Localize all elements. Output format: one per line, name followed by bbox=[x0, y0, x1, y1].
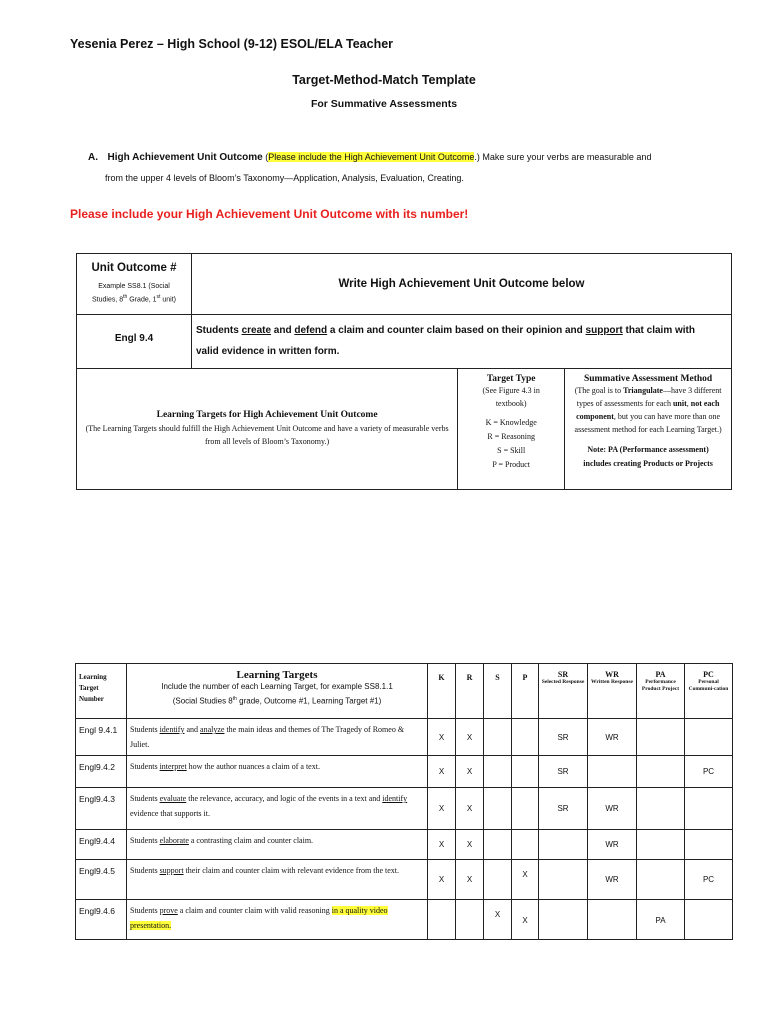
target-number: Engl9.4.5 bbox=[76, 860, 127, 900]
section-a-instructions bbox=[88, 147, 728, 188]
learning-targets-subtitle: Include the number of each Learning Target, for example SS8.1.1 (Social Studies 8th grade, Outcome #1, Learning Target #1) bbox=[161, 682, 393, 706]
r-header: R bbox=[456, 664, 484, 719]
target-description: Students identify and analyze the main ideas and themes of The Tragedy of Romeo & Juliet. bbox=[127, 719, 428, 756]
highlighted-instruction: Please include the High Achievement Unit Outcome bbox=[268, 152, 475, 162]
pa-mark bbox=[637, 830, 685, 860]
learning-targets-table bbox=[75, 663, 733, 940]
target-number: Engl9.4.6 bbox=[76, 900, 127, 940]
k-mark: X bbox=[428, 788, 456, 830]
type-method-subtable bbox=[458, 369, 731, 489]
wr-mark: WR bbox=[588, 830, 637, 860]
write-outcome-header: Write High Achievement Unit Outcome below bbox=[338, 278, 585, 290]
p-mark bbox=[512, 719, 539, 756]
outcome-text: Students create and defend a claim and counter claim based on their opinion and support that claim with valid evidence in written form. bbox=[196, 325, 695, 357]
table-row bbox=[76, 830, 733, 860]
target-description: Students interpret how the author nuances a claim of a text. bbox=[127, 756, 428, 788]
r-mark: X bbox=[456, 788, 484, 830]
outcome-text-cell[interactable] bbox=[192, 315, 732, 369]
target-description: Students elaborate a contrasting claim and counter claim. bbox=[127, 830, 428, 860]
k-mark: X bbox=[428, 756, 456, 788]
wr-mark: WR bbox=[588, 860, 637, 900]
pc-mark bbox=[685, 719, 733, 756]
pa-mark bbox=[637, 788, 685, 830]
sr-mark bbox=[539, 900, 588, 940]
target-number: Engl9.4.3 bbox=[76, 788, 127, 830]
red-reminder-note: Please include your High Achievement Unit Outcome with its number! bbox=[70, 207, 469, 221]
number-header: Learning Target Number bbox=[76, 664, 127, 719]
pc-header: PC Personal Communi-cation bbox=[685, 664, 733, 719]
pc-mark: PC bbox=[685, 756, 733, 788]
unit-outcome-header: Unit Outcome # bbox=[91, 262, 177, 274]
k-mark bbox=[428, 900, 456, 940]
table-row bbox=[76, 860, 733, 900]
unit-outcome-header-cell bbox=[77, 254, 192, 315]
k-mark: X bbox=[428, 719, 456, 756]
r-mark: X bbox=[456, 719, 484, 756]
wr-mark: WR bbox=[588, 788, 637, 830]
table-row bbox=[76, 719, 733, 756]
instruction-line2: from the upper 4 levels of Bloom’s Taxonomy—Application, Analysis, Evaluation, Creating. bbox=[105, 173, 464, 183]
sr-mark: SR bbox=[539, 756, 588, 788]
target-type-heading: Target Type bbox=[486, 374, 536, 384]
write-outcome-header-cell bbox=[192, 254, 732, 315]
wr-mark bbox=[588, 900, 637, 940]
k-mark: X bbox=[428, 830, 456, 860]
learning-targets-heading-cell bbox=[77, 369, 458, 490]
pa-mark: PA bbox=[637, 900, 685, 940]
k-header: K bbox=[428, 664, 456, 719]
sr-mark bbox=[539, 830, 588, 860]
pa-mark bbox=[637, 719, 685, 756]
pa-mark bbox=[637, 756, 685, 788]
target-description: Students evaluate the relevance, accuracy, and logic of the events in a text and identify evidence that supports it. bbox=[127, 788, 428, 830]
target-description: Students support their claim and counter claim with relevant evidence from the text. bbox=[127, 860, 428, 900]
document-title: Target-Method-Match Template bbox=[292, 73, 476, 87]
unit-outcome-table bbox=[76, 253, 732, 490]
type-method-cell bbox=[458, 369, 732, 490]
p-mark bbox=[512, 788, 539, 830]
r-mark bbox=[456, 900, 484, 940]
s-mark: X bbox=[484, 900, 512, 940]
pc-mark bbox=[685, 788, 733, 830]
document-subtitle: For Summative Assessments bbox=[310, 98, 458, 110]
author-header: Yesenia Perez – High School (9-12) ESOL/ELA Teacher bbox=[70, 37, 394, 51]
target-number: Engl 9.4.1 bbox=[76, 719, 127, 756]
paren-close: .) bbox=[474, 152, 480, 162]
pa-mark bbox=[637, 860, 685, 900]
r-mark: X bbox=[456, 860, 484, 900]
r-mark: X bbox=[456, 830, 484, 860]
learning-targets-header bbox=[127, 664, 428, 719]
k-mark: X bbox=[428, 860, 456, 900]
learning-targets-heading: Learning Targets for High Achievement Unit Outcome bbox=[156, 410, 378, 420]
p-mark bbox=[512, 830, 539, 860]
assessment-method-cell bbox=[565, 369, 731, 489]
table-row bbox=[76, 788, 733, 830]
s-mark bbox=[484, 756, 512, 788]
p-mark: X bbox=[512, 860, 539, 900]
sr-mark bbox=[539, 860, 588, 900]
target-number: Engl9.4.4 bbox=[76, 830, 127, 860]
target-number: Engl9.4.2 bbox=[76, 756, 127, 788]
pa-header: PA Performance Product Project bbox=[637, 664, 685, 719]
sr-mark: SR bbox=[539, 719, 588, 756]
sr-header: SR Selected Response bbox=[539, 664, 588, 719]
section-heading: High Achievement Unit Outcome bbox=[107, 152, 263, 163]
section-label: A. bbox=[88, 152, 98, 163]
target-type-cell bbox=[458, 369, 565, 489]
wr-header: WR Written Response bbox=[588, 664, 637, 719]
unit-code: Engl 9.4 bbox=[114, 333, 154, 344]
wr-mark: WR bbox=[588, 719, 637, 756]
p-mark: X bbox=[512, 900, 539, 940]
pc-mark bbox=[685, 830, 733, 860]
p-header: P bbox=[512, 664, 539, 719]
s-header: S bbox=[484, 664, 512, 719]
learning-targets-title: Learning Targets bbox=[236, 669, 318, 681]
s-mark bbox=[484, 719, 512, 756]
sr-mark: SR bbox=[539, 788, 588, 830]
pc-mark bbox=[685, 900, 733, 940]
unit-code-cell bbox=[77, 315, 192, 369]
r-mark: X bbox=[456, 756, 484, 788]
learning-targets-note: (The Learning Targets should fulfill the High Achievement Unit Outcome and have a variety of measurable verbs from all levels of Bloom’s Taxonomy.) bbox=[85, 424, 449, 446]
pa-note: Note: PA (Performance assessment) includes creating Products or Projects bbox=[583, 445, 713, 468]
assessment-method-note: (The goal is to Triangulate—have 3 different types of assessments for each unit, not each component, but you can have more than one assessment method for each Learning Target.) bbox=[574, 386, 722, 434]
s-mark bbox=[484, 788, 512, 830]
table-row bbox=[76, 756, 733, 788]
paren-open: ( bbox=[262, 152, 269, 162]
p-mark bbox=[512, 756, 539, 788]
table-row bbox=[76, 900, 733, 940]
unit-outcome-example: Example SS8.1 (Social Studies, 8th Grade, 1st unit) bbox=[92, 283, 176, 304]
s-mark bbox=[484, 860, 512, 900]
target-type-note: (See Figure 4.3 in textbook) bbox=[482, 386, 540, 408]
pc-mark: PC bbox=[685, 860, 733, 900]
target-description: Students prove a claim and counter claim with valid reasoning in a quality video presentation. bbox=[127, 900, 428, 940]
assessment-method-heading: Summative Assessment Method bbox=[583, 374, 713, 384]
s-mark bbox=[484, 830, 512, 860]
instruction-rest: Make sure your verbs are measurable and bbox=[479, 152, 652, 162]
target-type-legend: K = Knowledge R = Reasoning S = Skill P = Product bbox=[485, 418, 537, 469]
wr-mark bbox=[588, 756, 637, 788]
highlighted-text: in a quality video presentation. bbox=[130, 906, 388, 930]
